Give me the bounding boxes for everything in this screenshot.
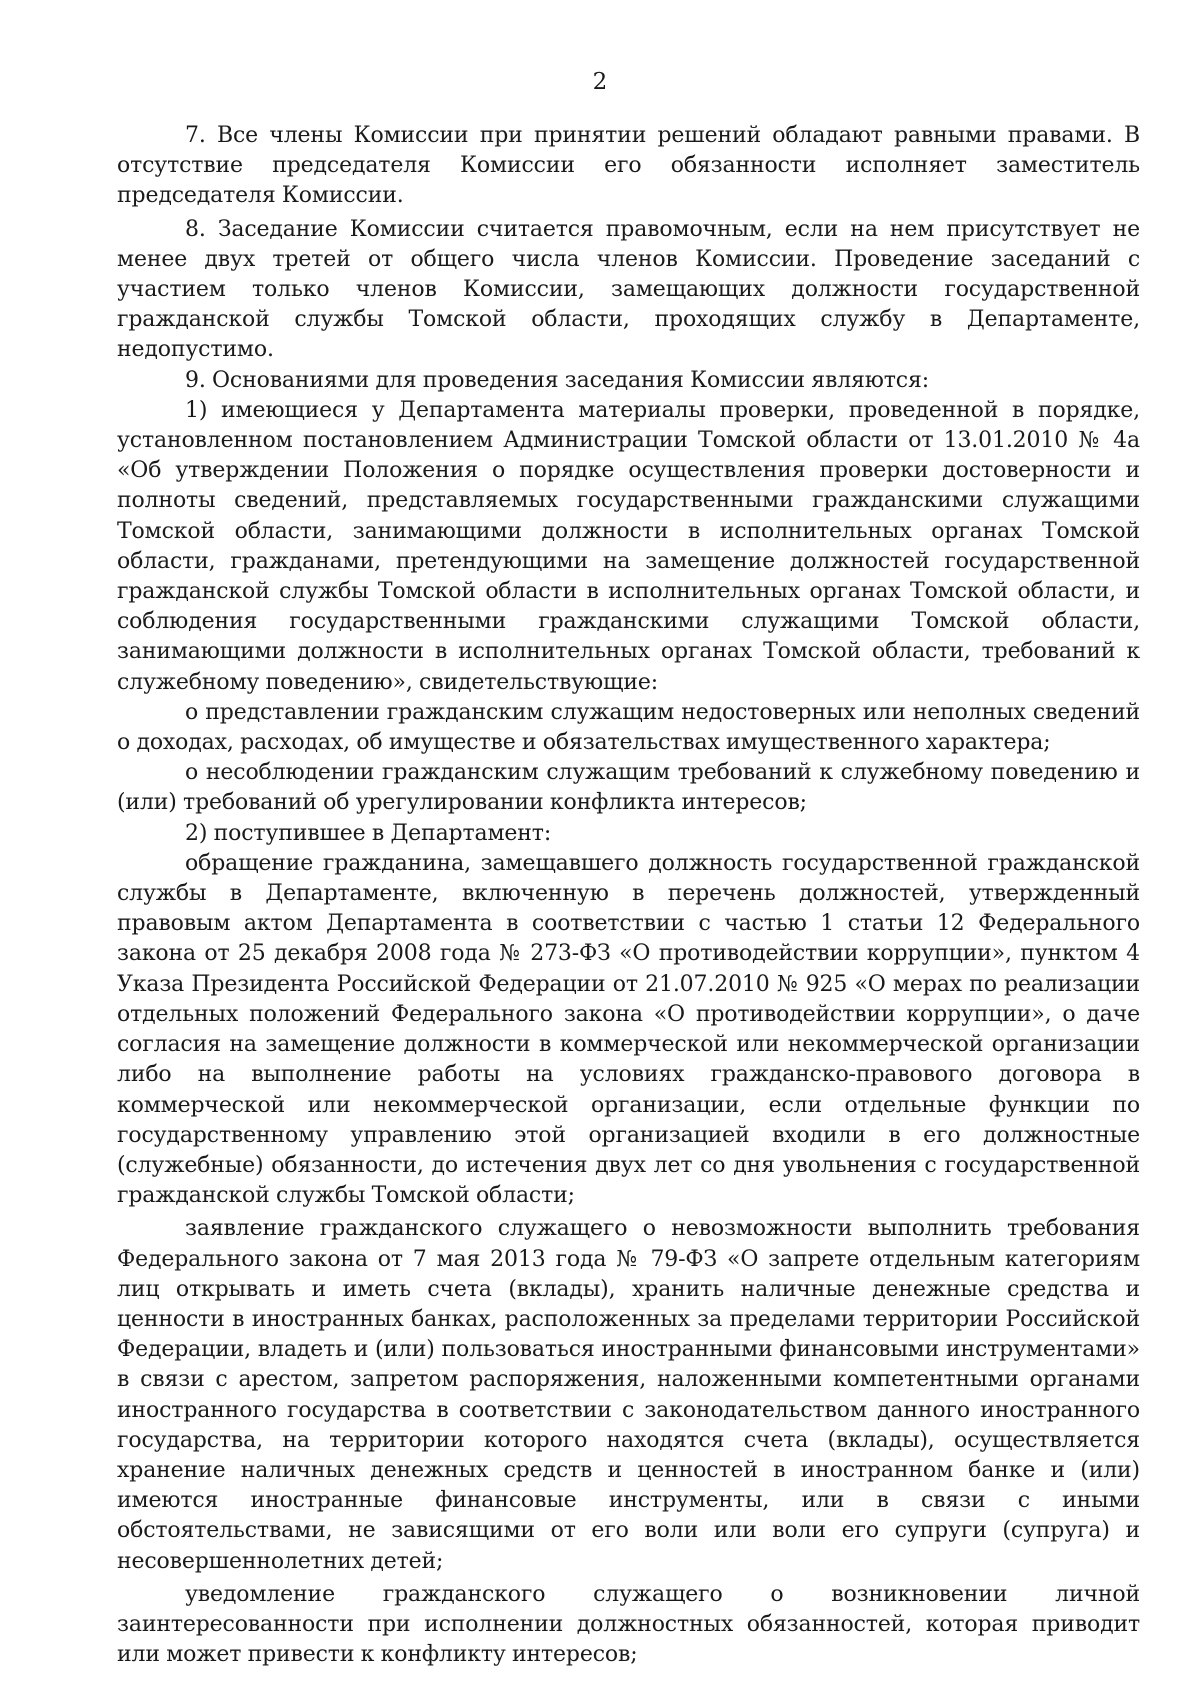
paragraph-item-8: 8. Заседание Комиссии считается правомочным, если на нем присутствует не менее двух третей от общего числа членов Комиссии. Проведение заседаний с участием только членов Комиссии, замещающих должности государственной гражданской службы Томской области, проходящих службу в Департаменте, недопустимо. [117,216,1140,363]
clause-conflict-notification: уведомление гражданского служащего о возникновении личной заинтересованности при исполнении должностных обязанностей, которая приводит или может привести к конфликту интересов; [117,1581,1140,1668]
subitem-1-verification-materials: 1) имеющиеся у Департамента материалы проверки, проведенной в порядке, установленном постановлением Администрации Томской области от 13.01.2010 № 4а «Об утверждении Положения о порядке осуществления проверки достоверности и полноты сведений, представляемых государственными гражданскими служащими Томской области, занимающими должности в исполнительных органах Томской области, гражданами, претендующими на замещение должностей государственной гражданской службы Томской области в исполнительных органах Томской области, и соблюдения государственными гражданскими служащими Томской области, занимающими должности в исполнительных органах Томской области, требований к служебному поведению», свидетельствующие: [117,397,1140,695]
subitem-2-received: 2) поступившее в Департамент: [185,820,552,846]
paragraph-item-7: 7. Все члены Комиссии при принятии решений обладают равными правами. В отсутствие председателя Комиссии его обязанности исполняет заместитель председателя Комиссии. [117,123,1140,209]
clause-servant-statement: заявление гражданского служащего о невозможности выполнить требования Федерального закона от 7 мая 2013 года № 79-ФЗ «О запрете отдельным категориям лиц открывать и иметь счета (вклады), хранить наличные денежные средства и ценности в иностранных банках, расположенных за пределами территории Российской Федерации, владеть и (или) пользоваться иностранными финансовыми инструментами» в связи с арестом, запретом распоряжения, наложенными компетентными органами иностранного государства в соответствии с законодательством данного иностранного государства, на территории которого находятся счета (вклады), осуществляется хранение наличных денежных средств и ценностей в иностранном банке и (или) имеются иностранные финансовые инструменты, или в связи с иными обстоятельствами, не зависящими от его воли или воли его супруги (супруга) и несовершеннолетних детей; [117,1216,1140,1574]
clause-false-information: о представлении гражданским служащим недостоверных или неполных сведений о доходах, расходах, об имуществе и обязательствах имущественного характера; [117,699,1140,756]
paragraph-item-9: 9. Основаниями для проведения заседания Комиссии являются: [185,367,929,393]
page-number: 2 [592,69,608,95]
document-body [117,121,1140,1670]
clause-citizen-appeal: обращение гражданина, замещавшего должность государственной гражданской службы в Департаменте, включенную в перечень должностей, утвержденный правовым актом Департамента в соответствии с частью 1 статьи 12 Федерального закона от 25 декабря 2008 года № 273-ФЗ «О противодействии коррупции», пунктом 4 Указа Президента Российской Федерации от 21.07.2010 № 925 «О мерах по реализации отдельных положений Федерального закона «О противодействии коррупции», о даче согласия на замещение должности в коммерческой или некоммерческой организации либо на выполнение работы на условиях гражданско-правового договора в коммерческой или некоммерческой организации, если отдельные функции по государственному управлению этой организацией входили в его должностные (служебные) обязанности, до истечения двух лет со дня увольнения с государственной гражданской службы Томской области; [117,850,1140,1209]
clause-conduct-violation: о несоблюдении гражданским служащим требований к служебному поведению и (или) требований об урегулировании конфликта интересов; [117,760,1140,816]
